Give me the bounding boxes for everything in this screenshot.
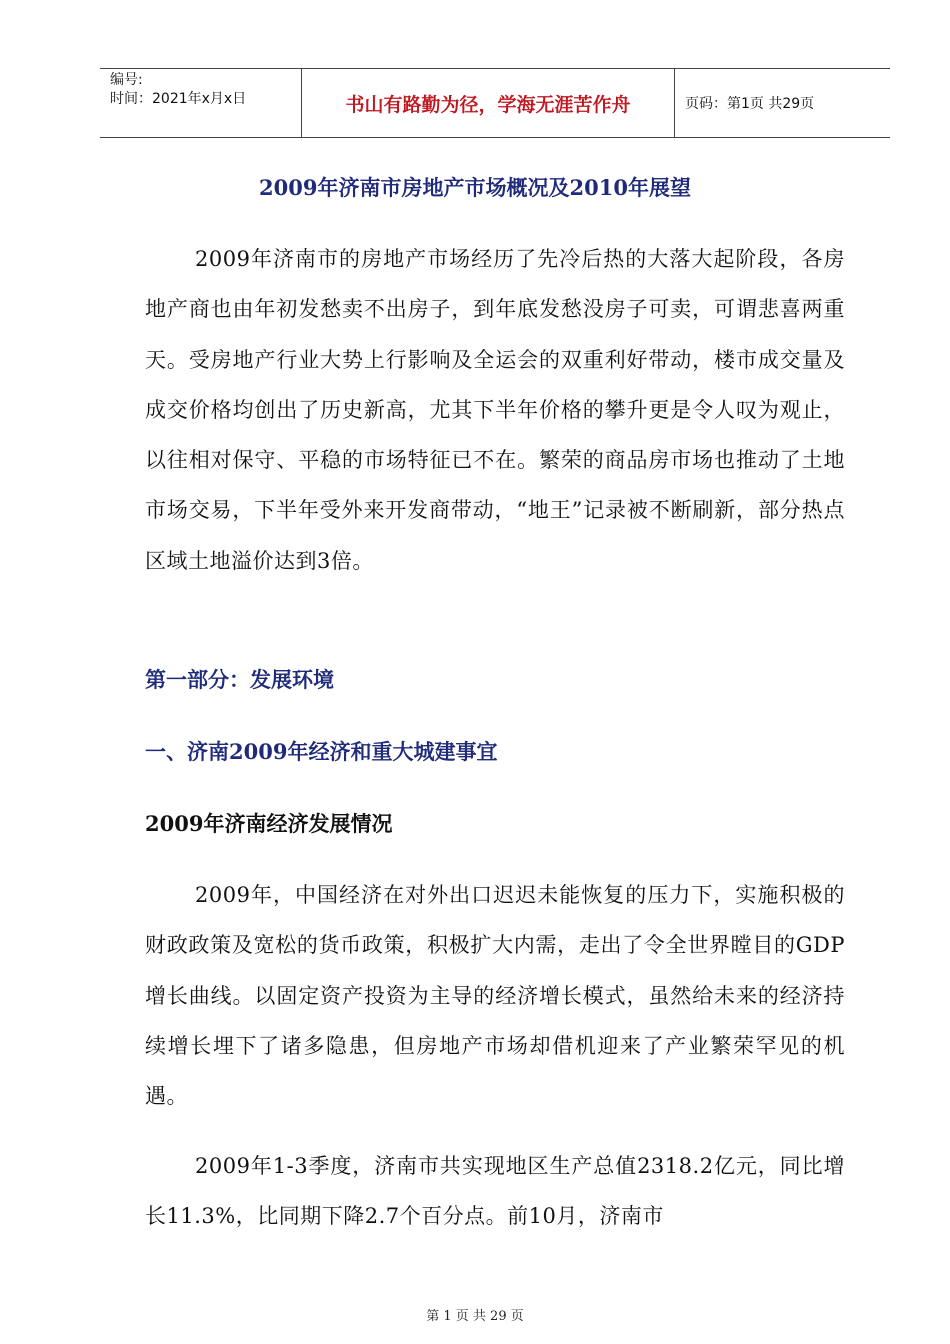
page-footer: 第 1 页 共 29 页 bbox=[426, 1309, 524, 1324]
sub-heading: 2009年济南经济发展情况 bbox=[145, 811, 393, 836]
header-motto: 书山有路勤为径，学海无涯苦作舟 bbox=[302, 69, 675, 137]
number-label: 编号: bbox=[110, 72, 143, 88]
time-label: 时间：2021年x月x日 bbox=[110, 91, 247, 107]
header-page-info: 页码：第1页 共29页 bbox=[685, 96, 815, 112]
economy-paragraph: 2009年，中国经济在对外出口迟迟未能恢复的压力下，实施积极的财政政策及宽松的货币政策，积极扩大内需，走出了令全世界瞠目的GDP增长曲线。以固定资产投资为主导的经济增长模式，虽然给未来的经济持续增长埋下了诸多隐患，但房地产市场却借机迎来了产业繁荣罕见的机遇。 bbox=[145, 883, 845, 1109]
header-table bbox=[100, 68, 890, 138]
header-meta bbox=[100, 69, 302, 137]
document-title: 2009年济南市房地产市场概况及2010年展望 bbox=[259, 175, 691, 200]
section-heading: 一、济南2009年经济和重大城建事宜 bbox=[145, 739, 498, 764]
part-heading: 第一部分：发展环境 bbox=[145, 667, 334, 692]
intro-paragraph: 2009年济南市的房地产市场经历了先冷后热的大落大起阶段，各房地产商也由年初发愁卖不出房子，到年底发愁没房子可卖，可谓悲喜两重天。受房地产行业大势上行影响及全运会的双重利好带动，楼市成交量及成交价格均创出了历史新高，尤其下半年价格的攀升更是令人叹为观止，以往相对保守、平稳的市场特征已不在。繁荣的商品房市场也推动了土地市场交易，下半年受外来开发商带动，“地王”记录被不断刷新，部分热点区域土地溢价达到3倍。 bbox=[145, 247, 845, 573]
gdp-paragraph: 2009年1-3季度，济南市共实现地区生产总值2318.2亿元，同比增长11.3%，比同期下降2.7个百分点。前10月，济南市 bbox=[145, 1154, 845, 1229]
